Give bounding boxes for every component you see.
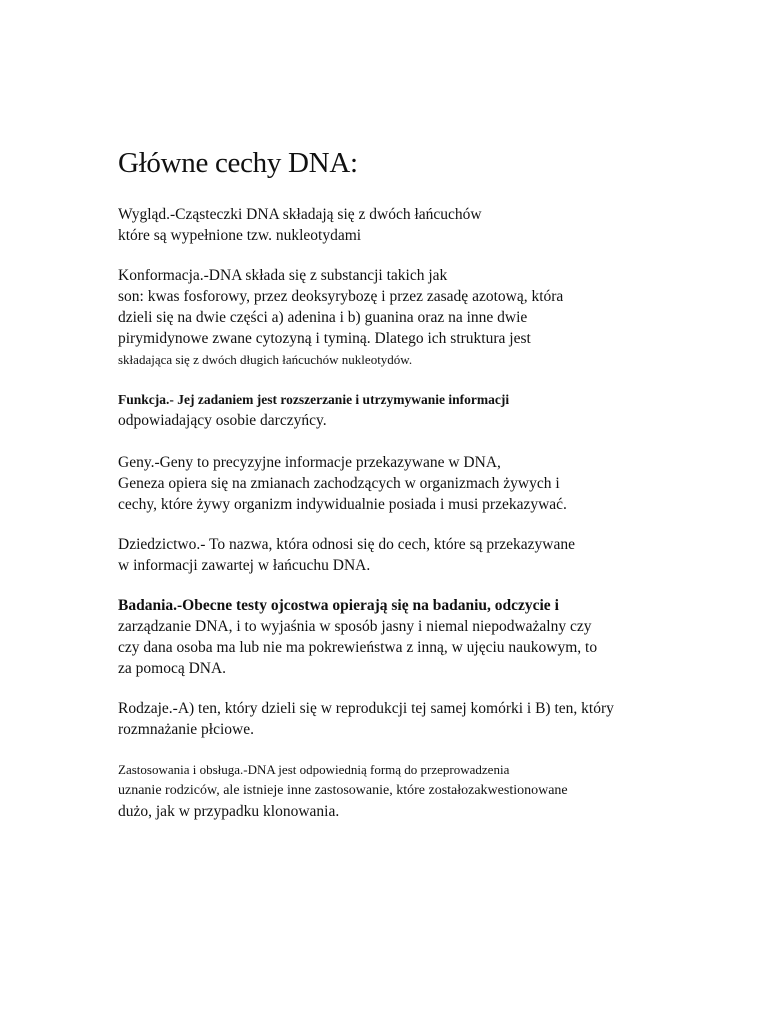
text-line: Konformacja.-DNA składa się z substancji takich jak	[118, 267, 448, 284]
text-line: Zastosowania i obsługa.-DNA jest odpowiednią formą do przeprowadzenia	[118, 762, 510, 777]
document-title: Główne cechy DNA:	[118, 147, 358, 179]
text-line: Geneza opiera się na zmianach zachodzących w organizmach żywych i	[118, 475, 560, 492]
text-line: Geny.-Geny to precyzyjne informacje przekazywane w DNA,	[118, 454, 501, 471]
paragraph-dziedzictwo	[118, 534, 575, 576]
text-line: Funkcja.- Jej zadaniem jest rozszerzanie i utrzymywanie informacji	[118, 392, 510, 407]
text-line: czy dana osoba ma lub nie ma pokrewieństwa z inną, w ujęciu naukowym, to	[118, 639, 598, 656]
paragraph-geny	[118, 452, 567, 515]
text-line: Rodzaje.-A) ten, który dzieli się w reprodukcji tej samej komórki i B) ten, który	[118, 700, 614, 717]
paragraph-rodzaje	[118, 698, 614, 740]
text-line: składająca się z dwóch długich łańcuchów nukleotydów.	[118, 352, 413, 367]
paragraph-konformacja	[118, 265, 563, 370]
text-line: odpowiadający osobie darczyńcy.	[118, 412, 327, 429]
text-line: Wygląd.-Cząsteczki DNA składają się z dwóch łańcuchów	[118, 206, 482, 223]
text-line: za pomocą DNA.	[118, 660, 227, 677]
text-line: Badania.-Obecne testy ojcostwa opierają się na badaniu, odczycie i	[118, 597, 559, 614]
text-line: cechy, które żywy organizm indywidualnie posiada i musi przekazywać.	[118, 496, 567, 513]
text-line: uznanie rodziców, ale istnieje inne zastosowanie, które zostałozakwestionowane	[118, 783, 568, 798]
text-line: Dziedzictwo.- To nazwa, która odnosi się do cech, które są przekazywane	[118, 536, 575, 553]
text-line: son: kwas fosforowy, przez deoksyrybozę i przez zasadę azotową, która	[118, 288, 564, 305]
paragraph-wyglad	[118, 204, 482, 246]
text-line: rozmnażanie płciowe.	[118, 721, 254, 738]
text-line: które są wypełnione tzw. nukleotydami	[118, 227, 362, 244]
text-line: dzieli się na dwie części a) adenina i b) guanina oraz na inne dwie	[118, 309, 528, 326]
text-line: pirymidynowe zwane cytozyną i tyminą. Dlatego ich struktura jest	[118, 330, 531, 347]
paragraph-funkcja	[118, 389, 509, 431]
text-line: w informacji zawartej w łańcuchu DNA.	[118, 557, 371, 574]
text-line: zarządzanie DNA, i to wyjaśnia w sposób jasny i niemal niepodważalny czy	[118, 618, 592, 635]
text-line: dużo, jak w przypadku klonowania.	[118, 803, 340, 820]
paragraph-badania	[118, 595, 597, 679]
paragraph-zastosowania	[118, 759, 568, 822]
